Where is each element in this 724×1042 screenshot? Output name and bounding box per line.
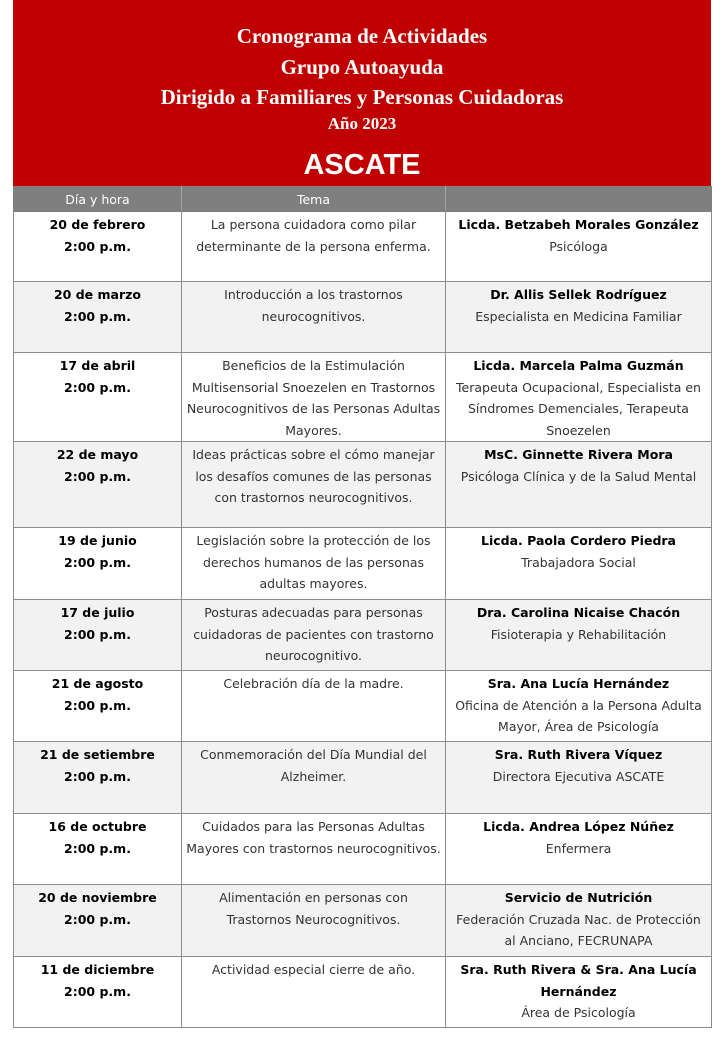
- table-row: [14, 212, 712, 282]
- speaker-cell: [446, 528, 712, 600]
- date-cell: [14, 600, 182, 671]
- document-title: Cronograma de Actividades: [236, 24, 488, 48]
- speaker-role: Directora Ejecutiva ASCATE: [492, 768, 665, 784]
- session-date: 22 de mayo: [56, 447, 139, 462]
- topic-cell: Beneficios de la Estimulación Multisensorial Snoezelen en Trastornos Neurocognitivos de las Personas Adultas Mayores.: [182, 353, 446, 442]
- table-header-row: [14, 187, 712, 212]
- topic-cell: Actividad especial cierre de año.: [182, 957, 446, 1028]
- organization-name: ASCATE: [303, 149, 421, 181]
- speaker-cell: [446, 442, 712, 528]
- speaker-role: Psicóloga Clínica y de la Salud Mental: [460, 468, 697, 484]
- speaker-role: Especialista en Medicina Familiar: [475, 308, 682, 324]
- session-time: 2:00 p.m.: [64, 238, 131, 254]
- session-date: 20 de noviembre: [38, 890, 157, 905]
- speaker-cell: [446, 282, 712, 353]
- speaker-name: Licda. Paola Cordero Piedra: [481, 533, 676, 548]
- speaker-cell: [446, 814, 712, 885]
- table-row: [14, 671, 712, 742]
- table-row: [14, 814, 712, 885]
- table-row: [14, 282, 712, 353]
- speaker-role: Federación Cruzada Nac. de Protección al Anciano, FECRUNAPA: [456, 911, 701, 948]
- schedule-table: [13, 186, 712, 1028]
- date-cell: [14, 353, 182, 442]
- speaker-name: Licda. Betzabeh Morales González: [458, 217, 699, 232]
- session-time: 2:00 p.m.: [64, 983, 131, 999]
- date-cell: [14, 442, 182, 528]
- topic-cell: Alimentación en personas con Trastornos Neurocognitivos.: [182, 885, 446, 957]
- speaker-name: Servicio de Nutrición: [504, 890, 653, 905]
- session-time: 2:00 p.m.: [64, 379, 131, 395]
- date-cell: [14, 282, 182, 353]
- date-cell: [14, 212, 182, 282]
- speaker-role: Enfermera: [545, 840, 612, 856]
- session-time: 2:00 p.m.: [64, 626, 131, 642]
- date-cell: [14, 814, 182, 885]
- topic-cell: Celebración día de la madre.: [182, 671, 446, 742]
- column-header-speaker: [446, 187, 712, 212]
- topic-cell: Legislación sobre la protección de los derechos humanos de las personas adultas mayores.: [182, 528, 446, 600]
- speaker-cell: [446, 212, 712, 282]
- year-line: Año 2023: [327, 114, 397, 133]
- group-name: Grupo Autoayuda: [280, 55, 444, 79]
- speaker-name: Dra. Carolina Nicaise Chacón: [476, 605, 681, 620]
- session-date: 20 de marzo: [53, 287, 141, 302]
- session-time: 2:00 p.m.: [64, 468, 131, 484]
- table-row: [14, 885, 712, 957]
- speaker-name: Sra. Ruth Rivera & Sra. Ana Lucía Hernández: [460, 962, 697, 999]
- table-row: [14, 600, 712, 671]
- table-row: [14, 742, 712, 814]
- session-date: 21 de agosto: [51, 676, 144, 691]
- session-date: 17 de abril: [59, 358, 136, 373]
- speaker-name: Licda. Marcela Palma Guzmán: [473, 358, 684, 373]
- speaker-name: Sra. Ruth Rivera Víquez: [494, 747, 663, 762]
- topic-cell: La persona cuidadora como pilar determinante de la persona enferma.: [182, 212, 446, 282]
- title-banner: [13, 0, 711, 186]
- speaker-cell: [446, 957, 712, 1028]
- session-time: 2:00 p.m.: [64, 554, 131, 570]
- topic-cell: Posturas adecuadas para personas cuidadoras de pacientes con trastorno neurocognitivo.: [182, 600, 446, 671]
- speaker-cell: [446, 353, 712, 442]
- date-cell: [14, 671, 182, 742]
- date-cell: [14, 528, 182, 600]
- column-header-topic: Tema: [182, 187, 446, 212]
- topic-cell: Ideas prácticas sobre el cómo manejar los desafíos comunes de las personas con trastornos neurocognitivos.: [182, 442, 446, 528]
- speaker-name: Sra. Ana Lucía Hernández: [487, 676, 670, 691]
- session-date: 11 de diciembre: [40, 962, 155, 977]
- speaker-role: Psicóloga: [549, 238, 608, 254]
- date-cell: [14, 885, 182, 957]
- speaker-cell: [446, 742, 712, 814]
- session-time: 2:00 p.m.: [64, 697, 131, 713]
- speaker-cell: [446, 885, 712, 957]
- speaker-role: Área de Psicología: [521, 1005, 636, 1020]
- date-cell: [14, 957, 182, 1028]
- topic-cell: Introducción a los trastornos neurocognitivos.: [182, 282, 446, 353]
- column-header-date: Día y hora: [14, 187, 182, 212]
- session-date: 21 de setiembre: [40, 747, 155, 762]
- speaker-cell: [446, 671, 712, 742]
- topic-cell: Cuidados para las Personas Adultas Mayores con trastornos neurocognitivos.: [182, 814, 446, 885]
- speaker-name: MsC. Ginnette Rivera Mora: [484, 447, 673, 462]
- session-time: 2:00 p.m.: [64, 308, 131, 324]
- speaker-cell: [446, 600, 712, 671]
- table-row: [14, 442, 712, 528]
- date-cell: [14, 742, 182, 814]
- topic-cell: Conmemoración del Día Mundial del Alzheimer.: [182, 742, 446, 814]
- table-row: [14, 528, 712, 600]
- speaker-role: Terapeuta Ocupacional, Especialista en Síndromes Demenciales, Terapeuta Snoezelen: [456, 379, 701, 438]
- session-time: 2:00 p.m.: [64, 840, 131, 856]
- table-row: [14, 957, 712, 1028]
- table-row: [14, 353, 712, 442]
- session-date: 19 de junio: [58, 533, 137, 548]
- speaker-name: Licda. Andrea López Núñez: [483, 819, 674, 834]
- session-time: 2:00 p.m.: [64, 768, 131, 784]
- speaker-role: Fisioterapia y Rehabilitación: [490, 626, 667, 642]
- speaker-name: Dr. Allis Sellek Rodríguez: [490, 287, 667, 302]
- audience-line: Dirigido a Familiares y Personas Cuidadoras: [160, 85, 564, 109]
- session-time: 2:00 p.m.: [64, 911, 131, 927]
- session-date: 16 de octubre: [48, 819, 147, 834]
- document-page: [13, 0, 711, 1028]
- speaker-role: Oficina de Atención a la Persona Adulta Mayor, Área de Psicología: [455, 697, 702, 734]
- session-date: 17 de julio: [60, 605, 135, 620]
- speaker-role: Trabajadora Social: [521, 554, 636, 570]
- session-date: 20 de febrero: [49, 217, 146, 232]
